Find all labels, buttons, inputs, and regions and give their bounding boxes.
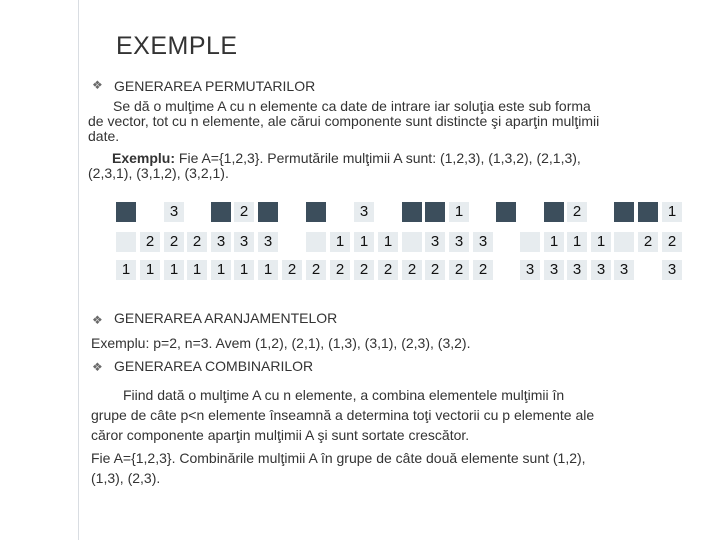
combinari-description — [91, 385, 691, 445]
grid-cell: 2 — [306, 260, 326, 280]
grid-cell: 2 — [425, 260, 445, 280]
grid-cell — [544, 202, 564, 222]
grid-cell: 3 — [425, 232, 445, 252]
grid-cell: 2 — [473, 260, 493, 280]
grid-cell: 1 — [234, 260, 254, 280]
heading-aranjamente: GENERAREA ARANJAMENTELOR — [114, 310, 338, 326]
grid-cell — [116, 202, 136, 222]
grid-cell: 1 — [567, 232, 587, 252]
example-label: Exemplu: — [112, 150, 176, 166]
grid-cell — [402, 202, 422, 222]
heading-combinari: GENERAREA COMBINARILOR — [114, 358, 314, 374]
permutari-line-2: de vector, tot cu n elemente, ale cărui componente sunt distincte şi aparţin mulţimii — [88, 113, 600, 129]
slide-title: EXEMPLE — [116, 32, 238, 60]
grid-cell: 3 — [449, 232, 469, 252]
grid-cell: 2 — [567, 202, 587, 222]
grid-cell: 2 — [187, 232, 207, 252]
grid-cell — [211, 202, 231, 222]
grid-cell: 3 — [591, 260, 611, 280]
grid-cell: 2 — [354, 260, 374, 280]
grid-cell: 1 — [164, 260, 184, 280]
grid-cell: 2 — [402, 260, 422, 280]
combinari-line-3: căror componente aparţin mulţimii A şi sunt sortate crescător. — [91, 427, 470, 443]
grid-cell: 1 — [330, 232, 350, 252]
grid-cell: 3 — [567, 260, 587, 280]
grid-cell: 2 — [282, 260, 302, 280]
grid-cell: 1 — [258, 260, 278, 280]
grid-cell: 1 — [449, 202, 469, 222]
grid-cell: 2 — [638, 232, 658, 252]
grid-cell: 2 — [234, 202, 254, 222]
combinari-example — [91, 448, 691, 488]
grid-cell: 3 — [354, 202, 374, 222]
grid-cell — [496, 202, 516, 222]
bullet-icon: ❖ — [92, 360, 103, 374]
grid-cell: 2 — [164, 232, 184, 252]
grid-cell — [258, 202, 278, 222]
bullet-icon: ❖ — [92, 78, 103, 92]
heading-permutari: GENERAREA PERMUTARILOR — [114, 78, 316, 94]
grid-cell — [614, 202, 634, 222]
grid-cell: 1 — [378, 232, 398, 252]
grid-cell: 3 — [258, 232, 278, 252]
permutari-example-line-2: (2,3,1), (3,1,2), (3,2,1). — [88, 165, 229, 181]
combinari-example-line-2: (1,3), (2,3). — [91, 470, 161, 486]
grid-cell — [306, 202, 326, 222]
grid-cell: 3 — [544, 260, 564, 280]
grid-cell: 1 — [116, 260, 136, 280]
grid-cell: 1 — [140, 260, 160, 280]
grid-cell: 1 — [544, 232, 564, 252]
grid-cell: 2 — [140, 232, 160, 252]
grid-cell: 3 — [614, 260, 634, 280]
grid-cell: 1 — [354, 232, 374, 252]
grid-cell: 2 — [378, 260, 398, 280]
grid-cell: 2 — [330, 260, 350, 280]
combinari-example-line-1: Fie A={1,2,3}. Combinările mulţimii A în grupe de câte două elemente sunt (1,2), — [91, 450, 586, 466]
example-text: Fie A={1,2,3}. Permutările mulţimii A sunt: (1,2,3), (1,3,2), (2,1,3), — [175, 150, 581, 166]
grid-cell — [116, 232, 136, 252]
grid-cell: 3 — [234, 232, 254, 252]
permutari-description — [88, 99, 688, 144]
grid-cell: 3 — [164, 202, 184, 222]
grid-cell: 3 — [211, 232, 231, 252]
permutari-line-1: Se dă o mulţime A cu n elemente ca date de intrare iar soluţia este sub forma — [113, 98, 591, 114]
bullet-icon: ❖ — [92, 313, 103, 327]
grid-cell — [425, 202, 445, 222]
permutari-line-3: date. — [88, 128, 120, 144]
grid-cell: 2 — [662, 232, 682, 252]
grid-cell: 1 — [187, 260, 207, 280]
grid-cell — [306, 232, 326, 252]
grid-cell: 1 — [662, 202, 682, 222]
grid-cell: 1 — [591, 232, 611, 252]
grid-cell: 3 — [520, 260, 540, 280]
grid-cell — [520, 232, 540, 252]
grid-cell: 3 — [662, 260, 682, 280]
permutari-example-line-1 — [88, 151, 688, 166]
grid-cell: 3 — [473, 232, 493, 252]
combinari-line-1: Fiind dată o mulţime A cu n elemente, a combina elementele mulţimii în — [123, 387, 565, 403]
grid-cell — [614, 232, 634, 252]
aranjamente-example — [91, 336, 691, 351]
grid-cell — [638, 202, 658, 222]
grid-cell — [402, 232, 422, 252]
example-text: p=2, n=3. Avem (1,2), (2,1), (1,3), (3,1), (2,3), (3,2). — [149, 335, 471, 351]
left-margin-rule — [78, 0, 79, 540]
grid-cell: 2 — [449, 260, 469, 280]
permutari-example — [88, 151, 688, 181]
grid-cell: 1 — [211, 260, 231, 280]
example-label: Exemplu: — [91, 335, 150, 351]
combinari-line-2: grupe de câte p<n elemente înseamnă a determina toţi vectorii cu p elemente ale — [91, 407, 595, 423]
